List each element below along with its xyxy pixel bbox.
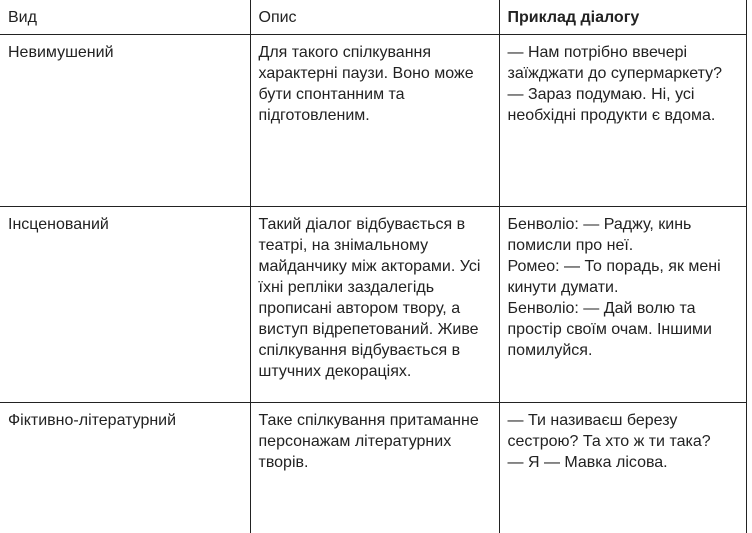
example-line: — Зараз подумаю. Ні, усі необхідні продукти є вдома. (507, 86, 716, 124)
table-row (0, 403, 746, 533)
header-example: Приклад діалогу (499, 0, 746, 35)
header-description: Опис (250, 0, 499, 35)
table-row (0, 207, 746, 403)
header-type: Вид (0, 0, 250, 35)
example-line: — Я — Мавка лісова. (507, 454, 668, 471)
example-line: Ромео: — То порадь, як мені кинути думати. (507, 258, 726, 296)
cell-description: Таке спілкування притаманне персонажам літературних творів. (250, 403, 499, 533)
cell-description: Для такого спілкування характерні паузи. Воно може бути спонтанним та підготовленим. (250, 35, 499, 207)
table-row (0, 35, 746, 207)
example-line: Бенволіо: — Раджу, кинь помисли про неї. (507, 216, 696, 254)
cell-example (499, 207, 746, 403)
cell-type: Фіктивно-літературний (0, 403, 250, 533)
cell-type: Інсценований (0, 207, 250, 403)
cell-example (499, 35, 746, 207)
example-line: — Нам потрібно ввечері заїжджати до супермаркету? (507, 44, 723, 82)
example-line: — Ти називаєш березу сестрою? Та хто ж ти така? (507, 412, 711, 450)
cell-description: Такий діалог відбувається в театрі, на знімальному майданчику між акторами. Усі їхні репліки заздалегідь прописані автором твору, а виступ відрепетований. Живе спілкування відбувається в штучних декораціях. (250, 207, 499, 403)
example-line: Бенволіо: — Дай волю та простір своїм очам. Іншими помилуйся. (507, 300, 717, 359)
cell-type: Невимушений (0, 35, 250, 207)
cell-example (499, 403, 746, 533)
table-header-row (0, 0, 746, 35)
